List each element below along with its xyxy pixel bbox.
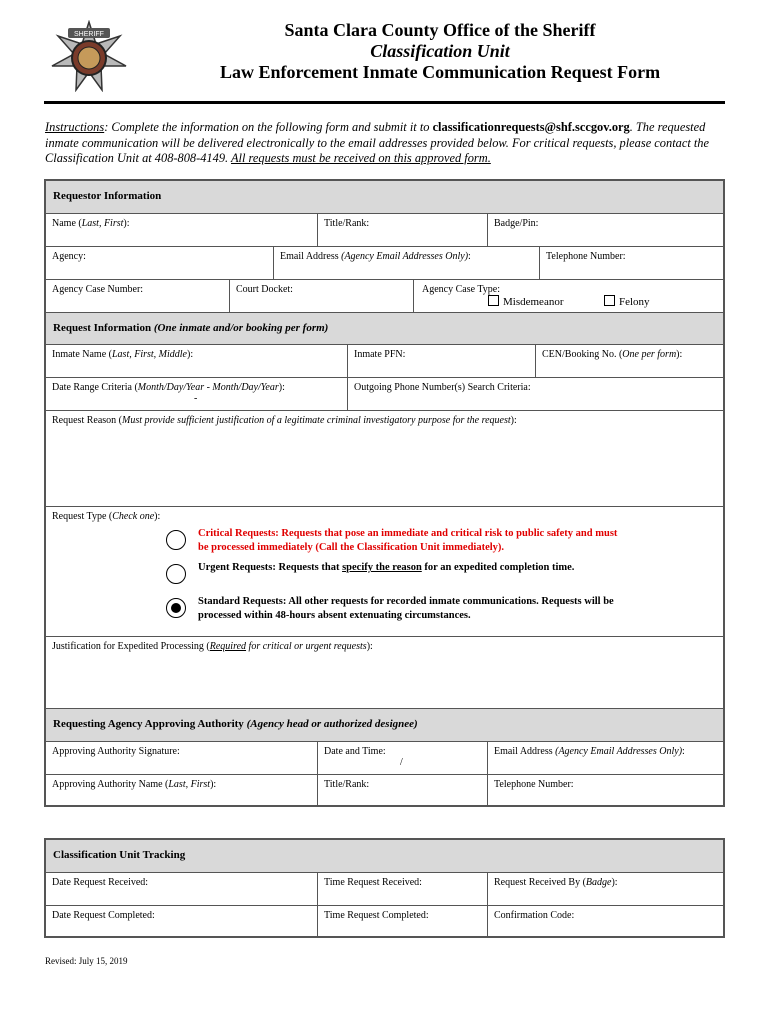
field-label-text: (Agency Email Addresses Only) [555, 746, 683, 757]
request-reason-field[interactable] [46, 411, 723, 507]
time-received-field[interactable] [318, 873, 488, 906]
requestor-email-field[interactable] [274, 247, 540, 280]
field-label-text: Badge/Pin: [494, 218, 539, 229]
field-label-text: Request Reason ( [52, 415, 122, 426]
cen-booking-field[interactable] [536, 345, 723, 378]
field-label-text: (One inmate and/or booking per form) [153, 322, 329, 334]
confirmation-code-field[interactable] [488, 906, 723, 936]
instructions-label: Instructions [45, 120, 105, 134]
field-label-text: Title/Rank: [324, 218, 370, 229]
field-label-text: ): [187, 349, 194, 360]
unit-title: Classification Unit [370, 41, 510, 61]
date-received-field[interactable] [46, 873, 318, 906]
datetime-slash: / [400, 757, 403, 768]
field-label-text: Last, First [81, 218, 124, 229]
field-label-text: Last, First, Middle [111, 349, 187, 360]
field-label-text: ): [676, 349, 683, 360]
requestor-name-field[interactable] [46, 214, 318, 247]
sheriff-badge-logo [46, 20, 132, 92]
field-label-text: Email Address [280, 251, 342, 262]
field-label-text: Last, First [168, 779, 211, 790]
field-label-text: Must provide sufficient justification of a legitimate criminal investigatory purpose for the request [122, 415, 511, 426]
field-label-text: Confirmation Code: [494, 910, 575, 921]
date-completed-field[interactable] [46, 906, 318, 936]
main-form [44, 179, 725, 807]
critical-option-label: Critical Requests: Requests that pose an immediate and critical risk to public safety and must be processed immediately (Call the Classification Unit immediately). [198, 528, 618, 553]
requestor-section-heading [46, 181, 723, 214]
request-type-group [46, 507, 723, 637]
approving-name-field[interactable] [46, 775, 318, 805]
standard-option-label: Standard Requests: All other requests for recorded inmate communications. Requests will be processed within 48-hours absent extenuating circumstances. [198, 596, 614, 621]
field-label-text: ): [154, 511, 161, 522]
received-by-field[interactable] [488, 873, 723, 906]
approving-section-heading [46, 709, 723, 742]
requestor-telephone-field[interactable] [540, 247, 723, 280]
badge-text: SHERIFF [74, 31, 104, 38]
instructions-emphasis: All requests must be received on this approved form. [230, 151, 491, 165]
field-label-text: ): [611, 877, 618, 888]
field-label-text: ): [210, 779, 217, 790]
field-label-text: Month/Day/Year - Month/Day/Year [137, 382, 279, 393]
field-label-text: : [682, 746, 685, 757]
case-type-label: Agency Case Type: [422, 284, 500, 295]
urgent-radio[interactable] [166, 564, 186, 584]
tracking-section-heading [46, 840, 723, 873]
field-label-text: (Agency head or authorized designee) [246, 718, 418, 730]
field-label-text: Agency: [52, 251, 86, 262]
field-label-text: Date and Time: [324, 746, 386, 757]
instructions [45, 120, 725, 167]
field-label-text: Telephone Number: [546, 251, 626, 262]
field-label-text: Classification Unit Tracking [53, 849, 186, 861]
field-label-text: Inmate PFN: [354, 349, 406, 360]
field-label-text: ): [510, 415, 517, 426]
requestor-title-rank-field[interactable] [318, 214, 488, 247]
time-completed-field[interactable] [318, 906, 488, 936]
justification-field[interactable] [46, 637, 723, 709]
date-range-dash: - [194, 393, 198, 404]
field-label-text: Request Type ( [52, 511, 113, 522]
field-label-text: Date Range Criteria ( [52, 382, 138, 393]
field-label-text: Inmate Name ( [52, 349, 112, 360]
field-label-text: One per form [622, 349, 677, 360]
field-label-text: Name ( [52, 218, 82, 229]
instructions-text2: . The requested inmate communication will be delivered electronically to the email addresses provided below. For critical requests, please contact the Classification Unit at 408-808-4149. [45, 120, 710, 165]
field-label-text: Date Request Completed: [52, 910, 155, 921]
request-section-heading [46, 313, 723, 345]
field-label-text: Approving Authority Name ( [52, 779, 169, 790]
requestor-agency-field[interactable] [46, 247, 274, 280]
header-rule [44, 101, 725, 104]
tracking-form [44, 838, 725, 938]
revised-date: Revised: July 15, 2019 [45, 956, 128, 966]
field-label-text: Email Address [494, 746, 556, 757]
field-label-text: Time Request Received: [324, 877, 422, 888]
approving-signature-field[interactable] [46, 742, 318, 775]
field-label-text: Outgoing Phone Number(s) Search Criteria: [354, 382, 531, 393]
field-label-text: Approving Authority Signature: [52, 746, 180, 757]
critical-radio[interactable] [166, 530, 186, 550]
approving-title-rank-field[interactable] [318, 775, 488, 805]
field-label-text: Requesting Agency Approving Authority [53, 718, 247, 730]
field-label-text: (Agency Email Addresses Only) [341, 251, 469, 262]
outgoing-phone-field[interactable] [348, 378, 723, 411]
urgent-option-label: Urgent Requests: Requests that specify the reason for an expedited completion time. [198, 562, 575, 573]
field-label-text: Justification for Expedited Processing ( [52, 641, 210, 652]
field-label-text: : [468, 251, 471, 262]
court-docket-field[interactable] [230, 280, 414, 313]
inmate-pfn-field[interactable] [348, 345, 536, 378]
page-title: Santa Clara County Office of the Sheriff [284, 20, 596, 40]
standard-radio[interactable] [166, 598, 186, 618]
field-label-text: CEN/Booking No. ( [542, 349, 623, 360]
field-label-text: Requestor Information [53, 190, 162, 202]
misdemeanor-checkbox[interactable]: Misdemeanor [488, 295, 563, 308]
field-label-text: Required [209, 641, 247, 652]
field-label-text: ): [123, 218, 130, 229]
agency-case-type-field [414, 280, 723, 313]
inmate-name-field[interactable] [46, 345, 348, 378]
form-title: Law Enforcement Inmate Communication Request Form [219, 62, 661, 82]
date-range-field[interactable] [46, 378, 348, 411]
field-label-text: Agency Case Number: [52, 284, 144, 295]
approving-email-field[interactable] [488, 742, 723, 775]
field-label-text: Check one [112, 511, 155, 522]
field-label-text: Badge [585, 877, 612, 888]
field-label-text: ): [278, 382, 285, 393]
instructions-text1: : Complete the information on the following form and submit it to [104, 120, 433, 134]
field-label-text: Request Received By ( [494, 877, 586, 888]
field-label-text: ): [366, 641, 373, 652]
field-label-text: Court Docket: [236, 284, 293, 295]
requestor-badge-pin-field[interactable] [488, 214, 723, 247]
field-label-text: Time Request Completed: [324, 910, 429, 921]
field-label-text: Telephone Number: [494, 779, 574, 790]
instructions-email-link[interactable]: classificationrequests@shf.sccgov.org [432, 120, 630, 134]
felony-checkbox[interactable]: Felony [604, 295, 650, 308]
approving-datetime-field[interactable] [318, 742, 488, 775]
field-label-text: Title/Rank: [324, 779, 370, 790]
approving-telephone-field[interactable] [488, 775, 723, 805]
field-label-text: for critical or urgent requests [246, 641, 367, 652]
field-label-text: Request Information [53, 322, 154, 334]
field-label-text: Date Request Received: [52, 877, 149, 888]
agency-case-number-field[interactable] [46, 280, 230, 313]
